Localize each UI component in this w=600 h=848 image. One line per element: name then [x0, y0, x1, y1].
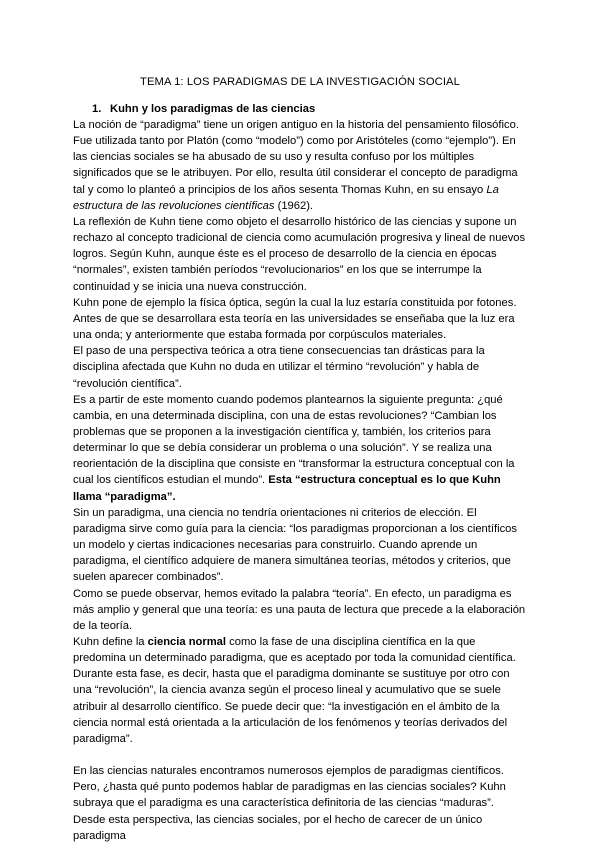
paragraph-revolution: El paso de una perspectiva teórica a otra tiene consecuencias tan drásticas para la disciplina afectada que Kuhn no duda en utilizar el término “revolución” y habla de “revolución científica”.: [73, 345, 485, 390]
paradigm-definition: Esta “estructura conceptual es lo que Kuhn llama “paradigma”.: [73, 474, 501, 503]
paragraph-question-text: Es a partir de este momento cuando podemos plantearnos la siguiente pregunta: ¿qué cambia, en una determinada disciplina, con una de estas revoluciones? “Cambian los problemas que se proponen a la investigación científica y, también, los criterios para determinar lo que se debía considerar un problema o una solución”. Y se realiza una reorientación de la disciplina que consiste en “transformar la estructura conceptual con la cual los científicos estudian el mundo”.: [73, 393, 515, 487]
paragraph-origin-year: (1962).: [274, 199, 314, 212]
section-heading-text: Kuhn y los paradigmas de las ciencias: [110, 103, 316, 115]
paragraph-theory: Como se puede observar, hemos evitado la palabra “teoría”. En efecto, un paradigma es más amplio y general que una teoría: es una pauta de lectura que precede a la elaboración de la teoría.: [73, 587, 526, 632]
paragraph-normal-science: [73, 634, 528, 747]
paragraph-normal-science-intro: Kuhn define la: [73, 636, 148, 648]
document-body: [73, 117, 528, 844]
paragraph-guide: Sin un paradigma, una ciencia no tendría orientaciones ni criterios de elección. El paradigma sirve como guía para la ciencia: “los paradigmas proporcionan a los científicos un modelo y ciertas indicaciones necesarias para construirlo. Cuando aprende un paradigma, el científico adquiere de manera simultánea teorías, métodos y criterios, que suelen aparecer combinados”.: [73, 506, 517, 584]
section-number: 1.: [92, 103, 102, 115]
paragraph-reflexion: La reflexión de Kuhn tiene como objeto el desarrollo histórico de las ciencias y supone un rechazo al concepto tradicional de ciencia como acumulación progresiva y lineal de nuevos logros. Según Kuhn, aunque éste es el proceso de desarrollo de la ciencia en épocas “normales”, existen también períodos “revolucionarios” en los que se interrumpe la continuidad y se inicia una nueva construcción.: [73, 215, 526, 293]
document-title: TEMA 1: LOS PARADIGMAS DE LA INVESTIGACIÓN SOCIAL: [140, 76, 460, 88]
paragraph-spacer: [73, 747, 528, 763]
paragraph-origin: [73, 117, 528, 214]
book-title: La estructura de las revoluciones científicas: [73, 183, 499, 212]
section-heading: [92, 101, 315, 117]
paragraph-optics-example: Kuhn pone de ejemplo la física óptica, según la cual la luz estaría constituida por fotones. Antes de que se desarrollara esta teoría en las universidades se enseñaba que la luz era una onda; y anteriormente que estaba formada por corpúsculos materiales.: [73, 296, 517, 342]
paragraph-question: [73, 392, 528, 505]
paragraph-origin-text: La noción de “paradigma” tiene un origen antiguo en la historia del pensamiento filosófico. Fue utilizada tanto por Platón (como “modelo”) como por Aristóteles (como “ejemplo”). En las ciencias sociales se ha abusado de su uso y resulta confuso por los múltiples significados que se le atribuyen. Por ello, resulta útil considerar el concepto de paradigma tal y como lo planteó a principios de los años sesenta Thomas Kuhn, en su ensayo: [73, 119, 519, 196]
paragraph-normal-science-text: como la fase de una disciplina científica en la que predomina un determinado paradigma, que es aceptado por toda la comunidad científica. Durante esta fase, es decir, hasta que el paradigma dominante se sustituye por otro con una “revolución”, la ciencia avanza según el proceso lineal y acumulativo que se suele atribuir al desarrollo científico. Se puede decir que: “la investigación en el ámbito de la ciencia normal está orientada a la articulación de los fenómenos y teorías derivados del paradigma”.: [73, 636, 516, 745]
normal-science-term: ciencia normal: [147, 636, 227, 648]
paragraph-social-sciences: En las ciencias naturales encontramos numerosos ejemplos de paradigmas científicos. Pero, ¿hasta qué punto podemos hablar de paradigmas en las ciencias sociales? Kuhn subraya que el paradigma es una característica definitoria de las ciencias “maduras”. Desde esta perspectiva, las ciencias sociales, por el hecho de carecer de un único paradigma: [73, 765, 506, 842]
